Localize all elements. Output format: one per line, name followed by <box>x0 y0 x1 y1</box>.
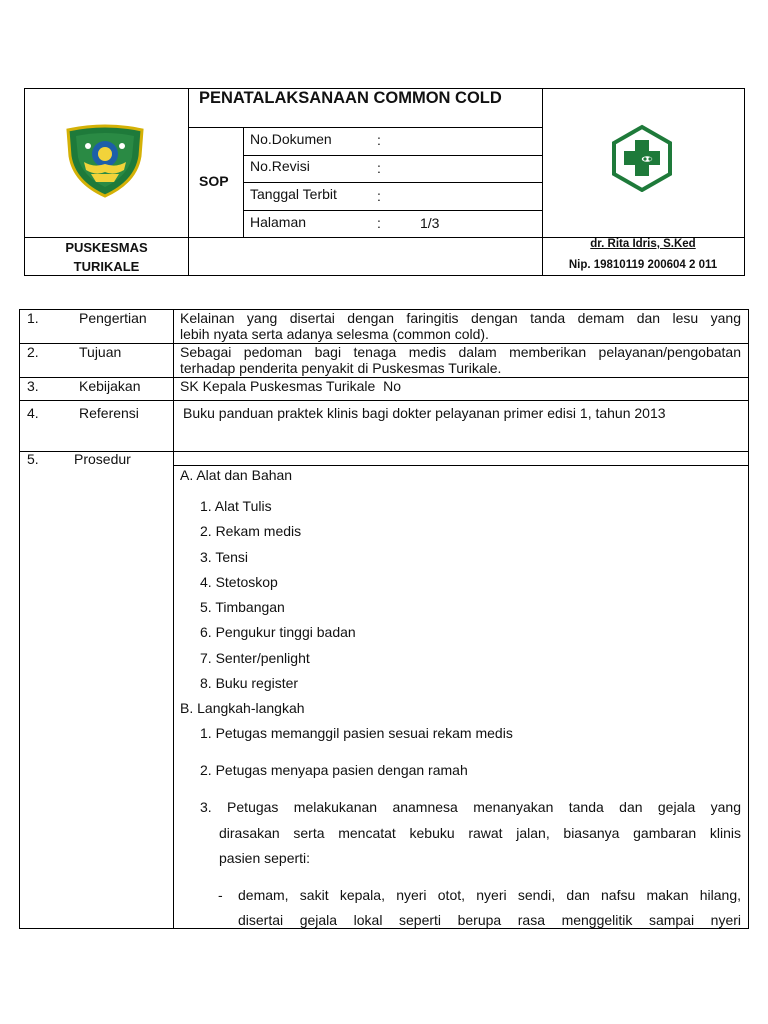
tujuan-text-line1: Sebagai pedoman bagi tenaga medis dalam memberikan pelayanan/pengobatan <box>180 344 741 360</box>
document-title: PENATALAKSANAAN COMMON COLD <box>199 89 502 107</box>
puskesmas-cross-icon <box>610 124 674 192</box>
tool-item: 5. Timbangan <box>200 599 285 615</box>
tujuan-text-line2: terhadap penderita penyakit di Puskesmas Turikale. <box>180 360 502 376</box>
tool-item: 7. Senter/penlight <box>200 650 310 666</box>
signer-name: dr. Rita Idris, S.Ked <box>590 238 696 250</box>
referensi-text: Buku panduan praktek klinis bagi dokter pelayanan primer edisi 1, tahun 2013 <box>183 405 666 421</box>
row-num-3: 3. <box>27 378 39 394</box>
bullet-dash: - <box>218 887 223 903</box>
langkah-heading: B. Langkah-langkah <box>180 700 305 716</box>
tool-item: 4. Stetoskop <box>200 574 278 590</box>
step3-line3: pasien seperti: <box>219 850 311 866</box>
pengertian-text-line2: lebih nyata serta adanya selesma (common cold). <box>180 326 489 342</box>
meta-label-dokumen: No.Dokumen <box>250 131 332 147</box>
step3-line1: 3. Petugas melakukanan anamnesa menanyakan tanda dan gejala yang <box>200 799 741 815</box>
regional-emblem-icon <box>64 124 146 198</box>
row-label-tujuan: Tujuan <box>79 344 122 360</box>
alat-bahan-heading: A. Alat dan Bahan <box>180 467 293 483</box>
pengertian-text-line1: Kelainan yang disertai dengan faringitis dengan tanda demam dan lesu yang <box>180 310 741 326</box>
step3-line2: dirasakan serta mencatat kebuku rawat jalan, biasanya gambaran klinis <box>219 825 741 841</box>
tool-item: 2. Rekam medis <box>200 523 302 539</box>
bullet-line2: disertai gejala lokal seperti berupa rasa menggelitik sampai nyeri <box>238 912 741 928</box>
bullet-line1: demam, sakit kepala, nyeri otot, nyeri sendi, dan nafsu makan hilang, <box>238 887 741 903</box>
tool-item: 1. Alat Tulis <box>200 498 272 514</box>
row-num-2: 2. <box>27 344 39 360</box>
org-name-line1: PUSKESMAS <box>65 240 148 255</box>
meta-label-tanggal: Tanggal Terbit <box>250 186 337 202</box>
meta-label-halaman: Halaman <box>250 214 307 230</box>
org-name-line2: TURIKALE <box>73 259 140 274</box>
step-item: 2. Petugas menyapa pasien dengan ramah <box>200 762 468 778</box>
meta-sep-tanggal: : <box>377 188 381 204</box>
row-num-5: 5. <box>27 451 39 467</box>
sop-label: SOP <box>199 173 229 189</box>
row-num-4: 4. <box>27 405 39 421</box>
meta-label-revisi: No.Revisi <box>250 158 310 174</box>
row-label-kebijakan: Kebijakan <box>79 378 141 394</box>
row-num-1: 1. <box>27 310 39 326</box>
kebijakan-text: SK Kepala Puskesmas Turikale No <box>180 378 401 394</box>
row-label-referensi: Referensi <box>79 405 139 421</box>
meta-sep-dokumen: : <box>377 132 381 148</box>
step-item: 1. Petugas memanggil pasien sesuai rekam medis <box>200 725 513 741</box>
row-label-pengertian: Pengertian <box>79 310 147 326</box>
meta-sep-revisi: : <box>377 160 381 176</box>
row-label-prosedur: Prosedur <box>74 451 131 467</box>
tool-item: 3. Tensi <box>200 549 248 565</box>
meta-sep-halaman: : <box>377 215 381 231</box>
meta-value-halaman: 1/3 <box>420 215 440 231</box>
tool-item: 6. Pengukur tinggi badan <box>200 624 356 640</box>
signer-nip: Nip. 19810119 200604 2 011 <box>568 259 718 271</box>
org-name <box>25 238 188 276</box>
tool-item: 8. Buku register <box>200 675 299 691</box>
